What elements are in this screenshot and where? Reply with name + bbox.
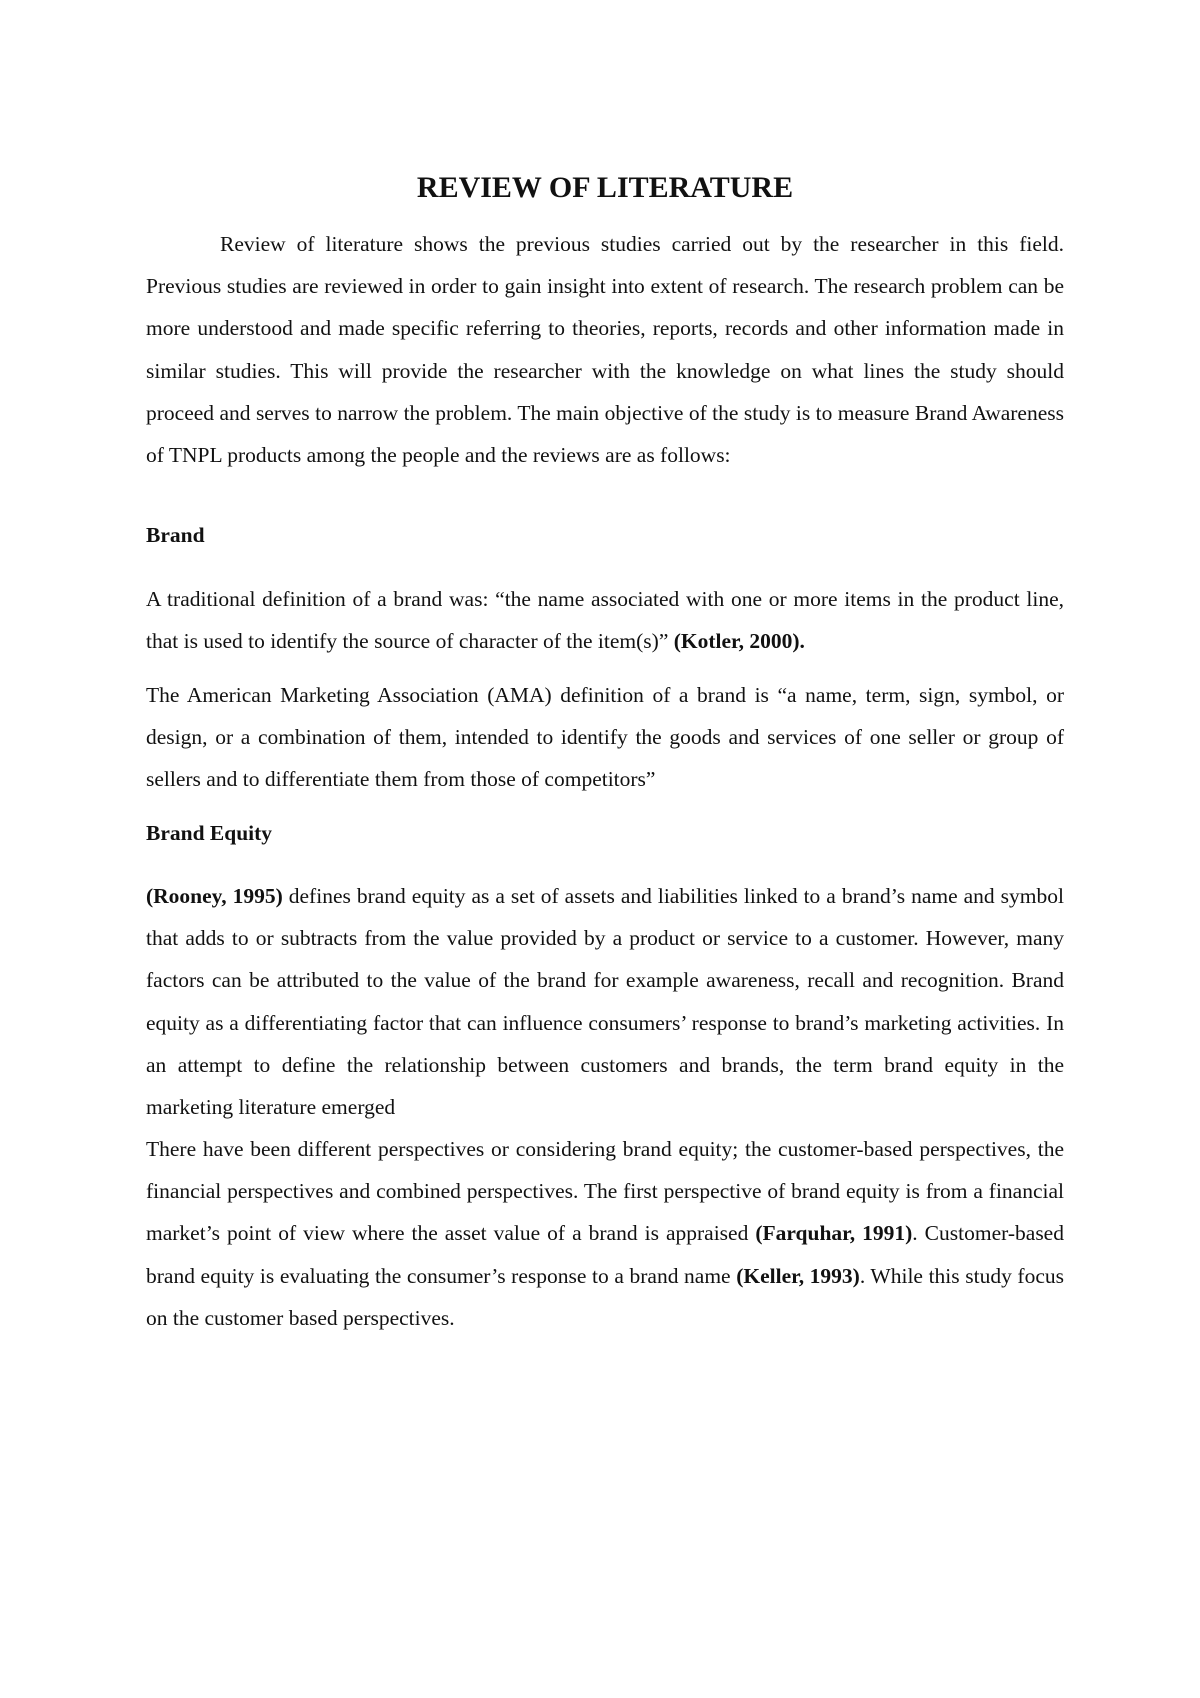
paragraph-text: There have been different perspectives or considering brand equity; the customer-based perspectives, the financial perspectives and combined perspectives. The first perspective of brand equity is from a financial market’s point of view where the asset value of a brand is appraised: [146, 1137, 1064, 1246]
brand-equity-paragraph-rooney: [146, 875, 1064, 1128]
paragraph-text: defines brand equity as a set of assets and liabilities linked to a brand’s name and symbol that adds to or subtracts from the value provided by a product or service to a customer. However, many factors can be attributed to the value of the brand for example awareness, recall and recognition. Brand equity as a differentiating factor that can influence consumers’ response to brand’s marketing activities. In an attempt to define the relationship between customers and brands, the term brand equity in the marketing literature emerged: [146, 884, 1064, 1120]
brand-paragraph-ama: The American Marketing Association (AMA) definition of a brand is “a name, term, sign, symbol, or design, or a combination of them, intended to identify the goods and services of one seller or group of sellers and to differentiate them from those of competitors”: [146, 683, 1064, 792]
brand-equity-paragraph-perspectives: [146, 1128, 1064, 1339]
citation: (Rooney, 1995): [146, 884, 283, 908]
brand-paragraph-kotler: [146, 578, 1064, 662]
citation: (Farquhar, 1991): [755, 1221, 913, 1246]
intro-paragraph: Review of literature shows the previous studies carried out by the researcher in this field. Previous studies are reviewed in order to gain insight into extent of research. The research problem can be more understood and made specific referring to theories, reports, records and other information made in similar studies. This will provide the researcher with the knowledge on what lines the study should proceed and serves to narrow the problem. The main objective of the study is to measure Brand Awareness of TNPL products among the people and the reviews are as follows:: [146, 232, 1064, 468]
citation: (Keller, 1993): [736, 1263, 860, 1288]
paragraph-text: . Customer-based brand equity is evaluating the consumer’s response to a brand name: [146, 1221, 1064, 1288]
section-heading-brand-equity: Brand Equity: [146, 821, 273, 845]
section-heading-brand: Brand: [146, 523, 205, 547]
paragraph-text: A traditional definition of a brand was: “the name associated with one or more items in the product line, that is used to identify the source of character of the item(s)”: [146, 587, 1064, 654]
citation: (Kotler, 2000).: [673, 629, 805, 654]
page-title: REVIEW OF LITERATURE: [416, 171, 794, 204]
paragraph-text: . While this study focus on the customer based perspectives.: [146, 1263, 1064, 1330]
